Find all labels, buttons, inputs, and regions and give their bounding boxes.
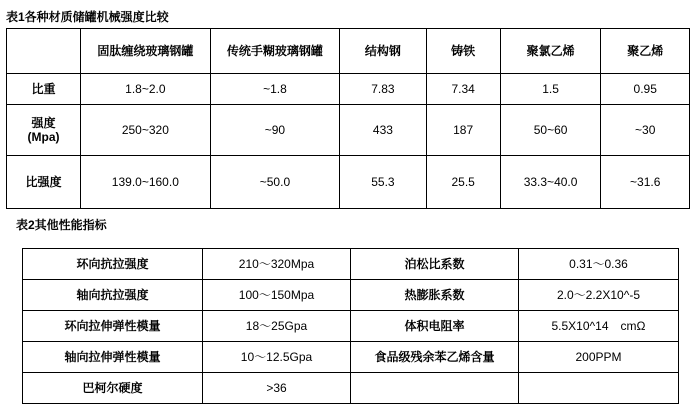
value-barcol-hardness: >36 xyxy=(203,373,351,404)
cell-density-frp-handlay: ~1.8 xyxy=(210,74,340,105)
label-residual-styrene: 食品级残余苯乙烯含量 xyxy=(351,342,519,373)
value-poisson-ratio: 0.31～0.36 xyxy=(519,249,679,280)
value-hoop-tensile-strength: 210～320Mpa xyxy=(203,249,351,280)
cell-strength-frp-handlay: ~90 xyxy=(210,105,340,156)
label-axial-modulus: 轴向拉伸弹性模量 xyxy=(23,342,203,373)
table1-caption: 表1各种材质储罐机械强度比较 xyxy=(6,10,169,24)
label-axial-tensile-strength: 轴向抗拉强度 xyxy=(23,280,203,311)
value-axial-modulus: 10～12.5Gpa xyxy=(203,342,351,373)
label-empty-right xyxy=(351,373,519,404)
table-row xyxy=(7,156,690,209)
value-axial-tensile-strength: 100～150Mpa xyxy=(203,280,351,311)
table-row xyxy=(23,249,679,280)
table-row xyxy=(7,74,690,105)
table2-other-properties xyxy=(22,248,679,404)
cell-specific-strength-structural-steel: 55.3 xyxy=(340,156,426,209)
cell-density-cast-iron: 7.34 xyxy=(426,74,500,105)
table-header-row xyxy=(7,29,690,74)
cell-strength-pe: ~30 xyxy=(601,105,690,156)
cell-density-pe: 0.95 xyxy=(601,74,690,105)
table1-mechanical-strength xyxy=(6,28,690,209)
table2-caption: 表2其他性能指标 xyxy=(16,218,107,232)
value-volume-resistivity: 5.5X10^14 cmΩ xyxy=(519,311,679,342)
row-label-strength-text: 强度 xyxy=(31,115,56,130)
value-hoop-modulus: 18～25Gpa xyxy=(203,311,351,342)
label-poisson-ratio: 泊松比系数 xyxy=(351,249,519,280)
row-label-strength xyxy=(7,105,81,156)
table-row xyxy=(7,105,690,156)
header-cell-frp-handlay: 传统手糊玻璃钢罐 xyxy=(210,29,340,74)
header-cell-structural-steel: 结构钢 xyxy=(340,29,426,74)
header-cell-pe: 聚乙烯 xyxy=(601,29,690,74)
cell-density-structural-steel: 7.83 xyxy=(340,74,426,105)
value-empty-right xyxy=(519,373,679,404)
header-cell-frp-wound: 固肽缠绕玻璃钢罐 xyxy=(81,29,211,74)
header-cell-cast-iron: 铸铁 xyxy=(426,29,500,74)
header-cell-blank xyxy=(7,29,81,74)
cell-specific-strength-frp-handlay: ~50.0 xyxy=(210,156,340,209)
cell-density-frp-wound: 1.8~2.0 xyxy=(81,74,211,105)
label-hoop-modulus: 环向拉伸弹性模量 xyxy=(23,311,203,342)
table-row xyxy=(23,311,679,342)
label-hoop-tensile-strength: 环向抗拉强度 xyxy=(23,249,203,280)
value-residual-styrene: 200PPM xyxy=(519,342,679,373)
value-thermal-expansion: 2.0～2.2X10^-5 xyxy=(519,280,679,311)
cell-strength-pvc: 50~60 xyxy=(500,105,601,156)
header-cell-pvc: 聚氯乙烯 xyxy=(500,29,601,74)
label-thermal-expansion: 热膨胀系数 xyxy=(351,280,519,311)
cell-strength-structural-steel: 433 xyxy=(340,105,426,156)
label-barcol-hardness: 巴柯尔硬度 xyxy=(23,373,203,404)
cell-specific-strength-frp-wound: 139.0~160.0 xyxy=(81,156,211,209)
row-label-strength-unit: (Mpa) xyxy=(27,130,60,144)
label-volume-resistivity: 体积电阻率 xyxy=(351,311,519,342)
table-row xyxy=(23,373,679,404)
cell-density-pvc: 1.5 xyxy=(500,74,601,105)
table-row xyxy=(23,342,679,373)
cell-specific-strength-pe: ~31.6 xyxy=(601,156,690,209)
cell-specific-strength-cast-iron: 25.5 xyxy=(426,156,500,209)
row-label-specific-strength: 比强度 xyxy=(7,156,81,209)
row-label-density: 比重 xyxy=(7,74,81,105)
cell-specific-strength-pvc: 33.3~40.0 xyxy=(500,156,601,209)
cell-strength-frp-wound: 250~320 xyxy=(81,105,211,156)
table-row xyxy=(23,280,679,311)
cell-strength-cast-iron: 187 xyxy=(426,105,500,156)
